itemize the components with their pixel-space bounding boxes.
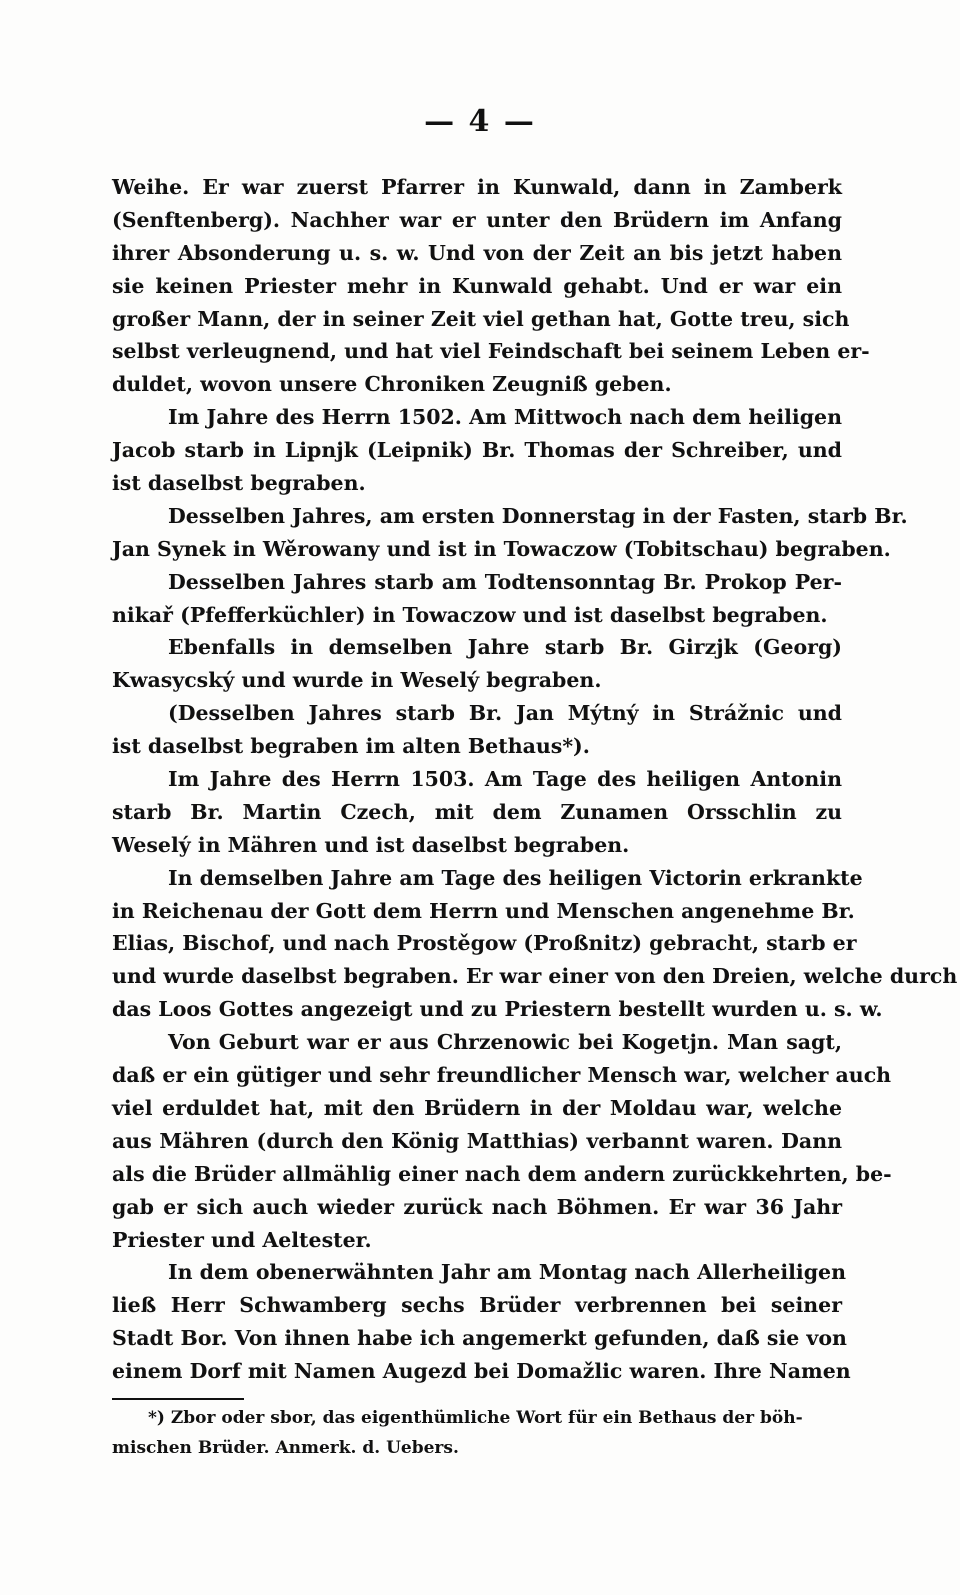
text-line: in Reichenau der Gott dem Herrn und Menschen angenehme Br. bbox=[112, 898, 855, 923]
text-line: Elias, Bischof, und nach Prostěgow (Proßnitz) gebracht, starb er bbox=[112, 931, 857, 956]
text-line: viel erduldet hat, mit den Brüdern in der Moldau war, welche bbox=[112, 1095, 842, 1120]
text-line: Weihe. Er war zuerst Pfarrer in Kunwald, dann in Zamberk bbox=[112, 175, 842, 199]
text-line: Desselben Jahres, am ersten Donnerstag in der Fasten, starb Br. bbox=[168, 503, 908, 528]
text-line: (Desselben Jahres starb Br. Jan Mýtný in Strážnic und bbox=[168, 701, 842, 726]
text-line: ist daselbst begraben im alten Bethaus*). bbox=[112, 734, 590, 759]
text-line: als die Brüder allmählig einer nach dem andern zurückkehrten, be- bbox=[112, 1161, 892, 1186]
body-text bbox=[112, 171, 958, 1388]
text-line: Priester und Aeltester. bbox=[112, 1227, 372, 1252]
text-line: ließ Herr Schwamberg sechs Brüder verbrennen bei seiner bbox=[112, 1293, 842, 1318]
text-line: ihrer Absonderung u. s. w. Und von der Zeit an bis jetzt haben bbox=[112, 240, 842, 265]
text-line: gab er sich auch wieder zurück nach Böhmen. Er war 36 Jahr bbox=[112, 1194, 842, 1219]
text-line: Kwasycský und wurde in Weselý begraben. bbox=[112, 668, 602, 693]
text-line: großer Mann, der in seiner Zeit viel gethan hat, Gotte treu, sich bbox=[112, 306, 850, 331]
text-line: Im Jahre des Herrn 1503. Am Tage des heiligen Antonin bbox=[168, 767, 842, 792]
text-line: In demselben Jahre am Tage des heiligen Victorin erkrankte bbox=[168, 865, 863, 890]
text-line: selbst verleugnend, und hat viel Feindschaft bei seinem Leben er- bbox=[112, 339, 870, 364]
text-line: Weselý in Mähren und ist daselbst begraben. bbox=[112, 832, 630, 857]
text-line: (Senftenberg). Nachher war er unter den Brüdern im Anfang bbox=[112, 207, 842, 232]
footnote bbox=[112, 1403, 842, 1463]
text-line: das Loos Gottes angezeigt und zu Priestern bestellt wurden u. s. w. bbox=[112, 997, 883, 1022]
text-line: starb Br. Martin Czech, mit dem Zunamen Orsschlin zu bbox=[112, 799, 842, 824]
text-line: Desselben Jahres starb am Todtensonntag Br. Prokop Per- bbox=[168, 569, 842, 594]
text-line: Von Geburt war er aus Chrzenowic bei Kogetjn. Man sagt, bbox=[168, 1030, 842, 1055]
text-line: ist daselbst begraben. bbox=[112, 471, 366, 496]
footnote-line: mischen Brüder. Anmerk. d. Uebers. bbox=[112, 1438, 459, 1458]
page-number: — 4 — bbox=[424, 104, 536, 139]
text-line: Im Jahre des Herrn 1502. Am Mittwoch nach dem heiligen bbox=[168, 405, 842, 430]
text-line: aus Mähren (durch den König Matthias) verbannt waren. Dann bbox=[112, 1128, 842, 1153]
footnote-separator bbox=[112, 1398, 244, 1400]
text-line: Ebenfalls in demselben Jahre starb Br. Girzjk (Georg) bbox=[168, 635, 842, 660]
text-line: Jacob starb in Lipnjk (Leipnik) Br. Thomas der Schreiber, und bbox=[112, 438, 842, 463]
text-line: duldet, wovon unsere Chroniken Zeugniß geben. bbox=[112, 372, 672, 397]
footnote-line: *) Zbor oder sbor, das eigenthümliche Wort für ein Bethaus der böh- bbox=[148, 1408, 803, 1428]
text-line: In dem obenerwähnten Jahr am Montag nach Allerheiligen bbox=[168, 1260, 846, 1285]
text-line: einem Dorf mit Namen Augezd bei Domažlic waren. Ihre Namen bbox=[112, 1359, 851, 1384]
text-line: Stadt Bor. Von ihnen habe ich angemerkt gefunden, daß sie von bbox=[112, 1326, 847, 1351]
text-line: daß er ein gütiger und sehr freundlicher Mensch war, welcher auch bbox=[112, 1063, 892, 1088]
text-line: nikař (Pfefferküchler) in Towaczow und ist daselbst begraben. bbox=[112, 602, 828, 627]
text-line: Jan Synek in Wěrowany und ist in Towaczow (Tobitschau) begraben. bbox=[112, 536, 891, 561]
text-line: sie keinen Priester mehr in Kunwald gehabt. Und er war ein bbox=[112, 273, 842, 298]
text-line: und wurde daselbst begraben. Er war einer von den Dreien, welche durch bbox=[112, 964, 958, 989]
